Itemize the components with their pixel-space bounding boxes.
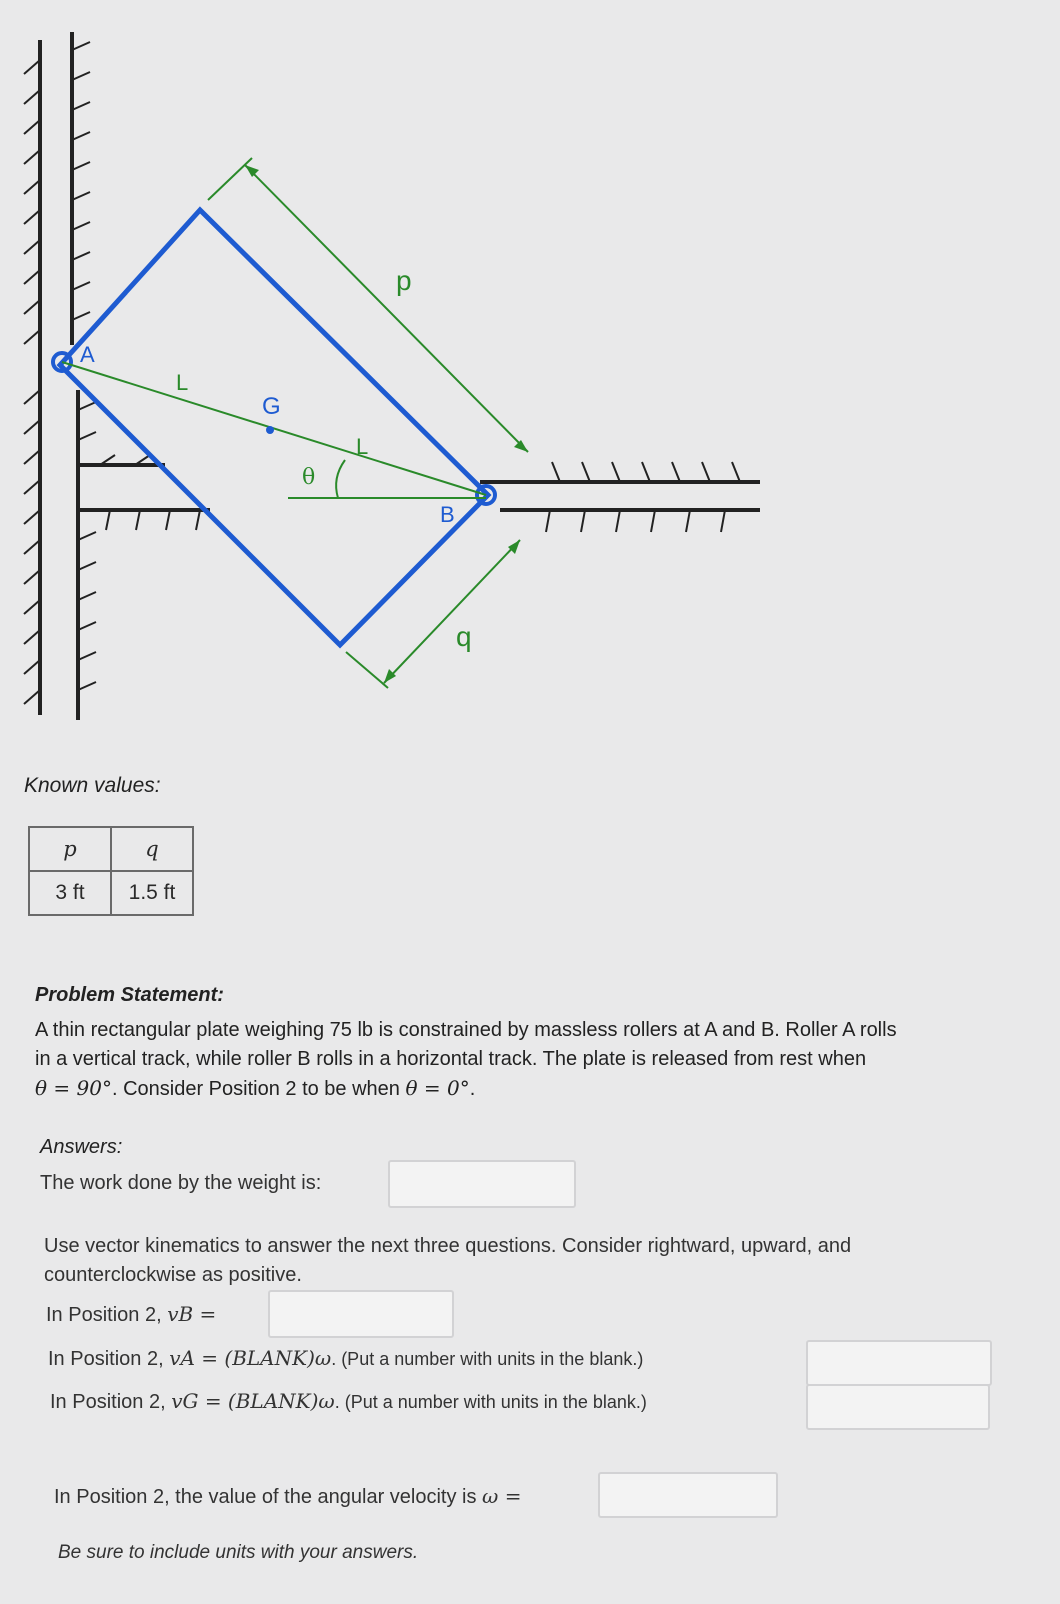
dimension-p-ext [208,158,252,200]
units-note: Be sure to include units with your answers. [58,1542,419,1563]
known-header-p: p [29,827,111,871]
problem-statement-text [35,1016,1035,1104]
question-vg-math: vG = (BLANK)ω [171,1389,335,1413]
label-theta: θ [302,465,316,490]
horizontal-track [480,482,760,510]
known-header-q: q [111,827,193,871]
dimension-p [245,165,528,452]
dimension-p-arrow-top [245,165,259,177]
dimension-q [384,540,520,683]
mechanism-diagram [0,0,1060,760]
label-q: q [456,621,472,652]
label-p: p [396,265,412,296]
theta-final: θ = 0° [405,1076,470,1100]
problem-line-3-end: . [469,1078,476,1100]
dimension-q-ext [346,652,388,688]
question-vg [50,1389,647,1414]
question-va-hint: . (Put a number with units in the blank.) [331,1349,644,1369]
answer-work-input[interactable] [388,1160,576,1208]
theta-initial: θ = 90° [35,1076,112,1100]
question-va-prefix: In Position 2, [48,1348,170,1370]
question-omega [54,1484,521,1509]
answers-title: Answers: [40,1136,123,1158]
problem-statement-title: Problem Statement: [35,984,224,1006]
problem-line-1: A thin rectangular plate weighing 75 lb is constrained by massless rollers at A and B. Roller A rolls [35,1019,897,1041]
question-vb-prefix: In Position 2, [46,1304,168,1326]
question-vg-prefix: In Position 2, [50,1391,172,1413]
known-values-title: Known values: [24,774,161,797]
question-omega-math: ω = [482,1484,522,1508]
label-b: B [440,502,455,527]
question-vb-math: vB = [167,1302,217,1326]
known-value-q: 1.5 ft [111,871,193,915]
answer-omega-input[interactable] [598,1472,778,1518]
question-va [48,1346,643,1371]
answer-vb-input[interactable] [268,1290,454,1338]
kinematics-intro-line-1: Use vector kinematics to answer the next three questions. Consider rightward, upward, and [44,1235,852,1257]
answer-va-input[interactable] [806,1340,992,1386]
question-vg-hint: . (Put a number with units in the blank.) [334,1392,647,1412]
dimension-p-arrow-bottom [514,440,528,452]
question-va-math: vA = (BLANK)ω [169,1346,332,1370]
center-of-mass-g [266,426,274,434]
kinematics-intro-line-2: counterclockwise as positive. [44,1264,302,1286]
label-l1: L [176,370,189,395]
problem-line-2: in a vertical track, while roller B rolls in a horizontal track. The plate is released from rest when [35,1048,867,1070]
theta-arc [336,460,345,498]
question-omega-text: In Position 2, the value of the angular velocity is [54,1486,483,1508]
label-a: A [80,342,95,367]
horizontal-track-hatch [546,462,740,532]
known-value-p: 3 ft [29,871,111,915]
problem-line-3 [35,1074,1035,1104]
question-work: The work done by the weight is: [40,1172,322,1194]
known-values-table [28,826,194,916]
label-l2: L [356,434,369,459]
label-g: G [262,393,281,420]
corner-stub [78,465,210,510]
answer-vg-input[interactable] [806,1384,990,1430]
vertical-track-left-hatch [24,60,40,704]
question-vb [46,1302,216,1327]
problem-line-3-text: . Consider Position 2 to be when [111,1078,406,1100]
